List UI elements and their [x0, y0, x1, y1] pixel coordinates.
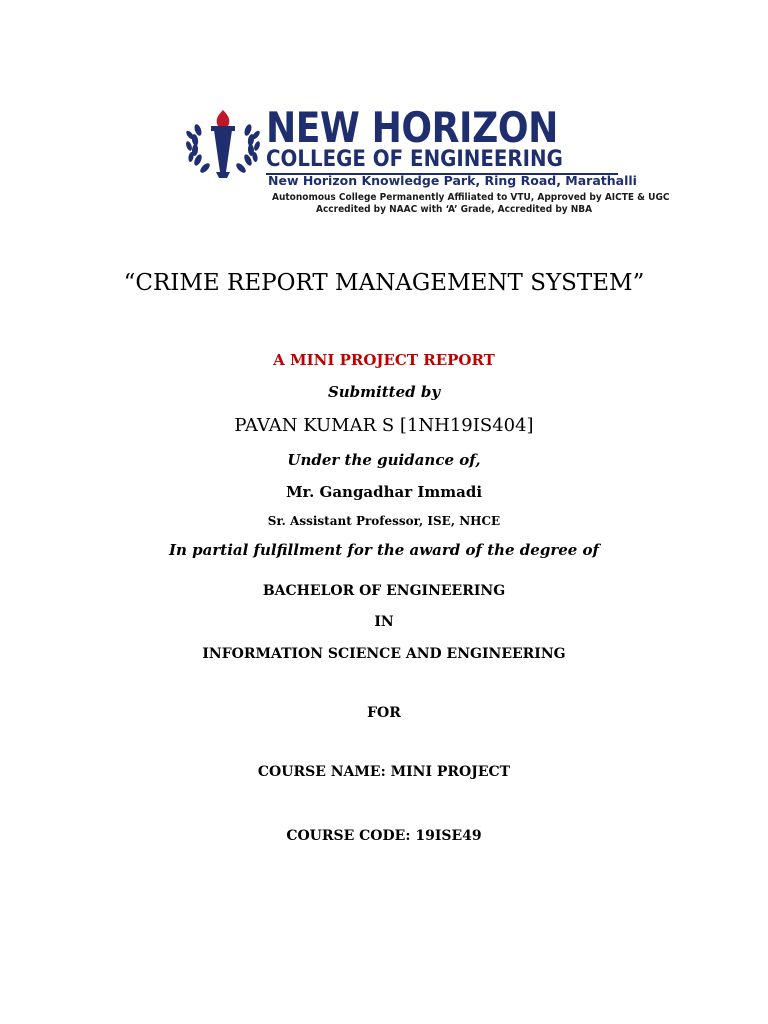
institution-subtitle: COLLEGE OF ENGINEERING — [266, 147, 563, 172]
branch-name: INFORMATION SCIENCE AND ENGINEERING — [202, 646, 566, 662]
institution-name: NEW HORIZON — [266, 103, 558, 152]
course-name: COURSE NAME: MINI PROJECT — [257, 764, 511, 780]
degree-name: BACHELOR OF ENGINEERING — [262, 583, 506, 599]
student-name: PAVAN KUMAR S [1NH19IS404] — [234, 415, 534, 436]
institution-affiliation: Autonomous College Permanently Affiliated to VTU, Approved by AICTE & UGC — [272, 192, 670, 203]
institution-address: New Horizon Knowledge Park, Ring Road, Marathalli — [268, 173, 637, 188]
report-type: A MINI PROJECT REPORT — [273, 351, 495, 369]
fulfillment-text: In partial fulfillment for the award of the degree of — [169, 541, 599, 559]
torch-laurel-emblem-icon — [186, 108, 260, 182]
guidance-label: Under the guidance of, — [287, 451, 481, 469]
guide-designation: Sr. Assistant Professor, ISE, NHCE — [267, 514, 501, 528]
in-label: IN — [374, 614, 394, 630]
for-label: FOR — [367, 705, 401, 721]
guide-name: Mr. Gangadhar Immadi — [285, 483, 483, 501]
submitted-by-label: Submitted by — [327, 383, 441, 401]
course-code: COURSE CODE: 19ISE49 — [286, 828, 482, 844]
institution-accreditation: Accredited by NAAC with ‘A’ Grade, Accredited by NBA — [316, 204, 593, 215]
college-logo — [186, 103, 670, 218]
project-title: “CRIME REPORT MANAGEMENT SYSTEM” — [123, 270, 645, 296]
